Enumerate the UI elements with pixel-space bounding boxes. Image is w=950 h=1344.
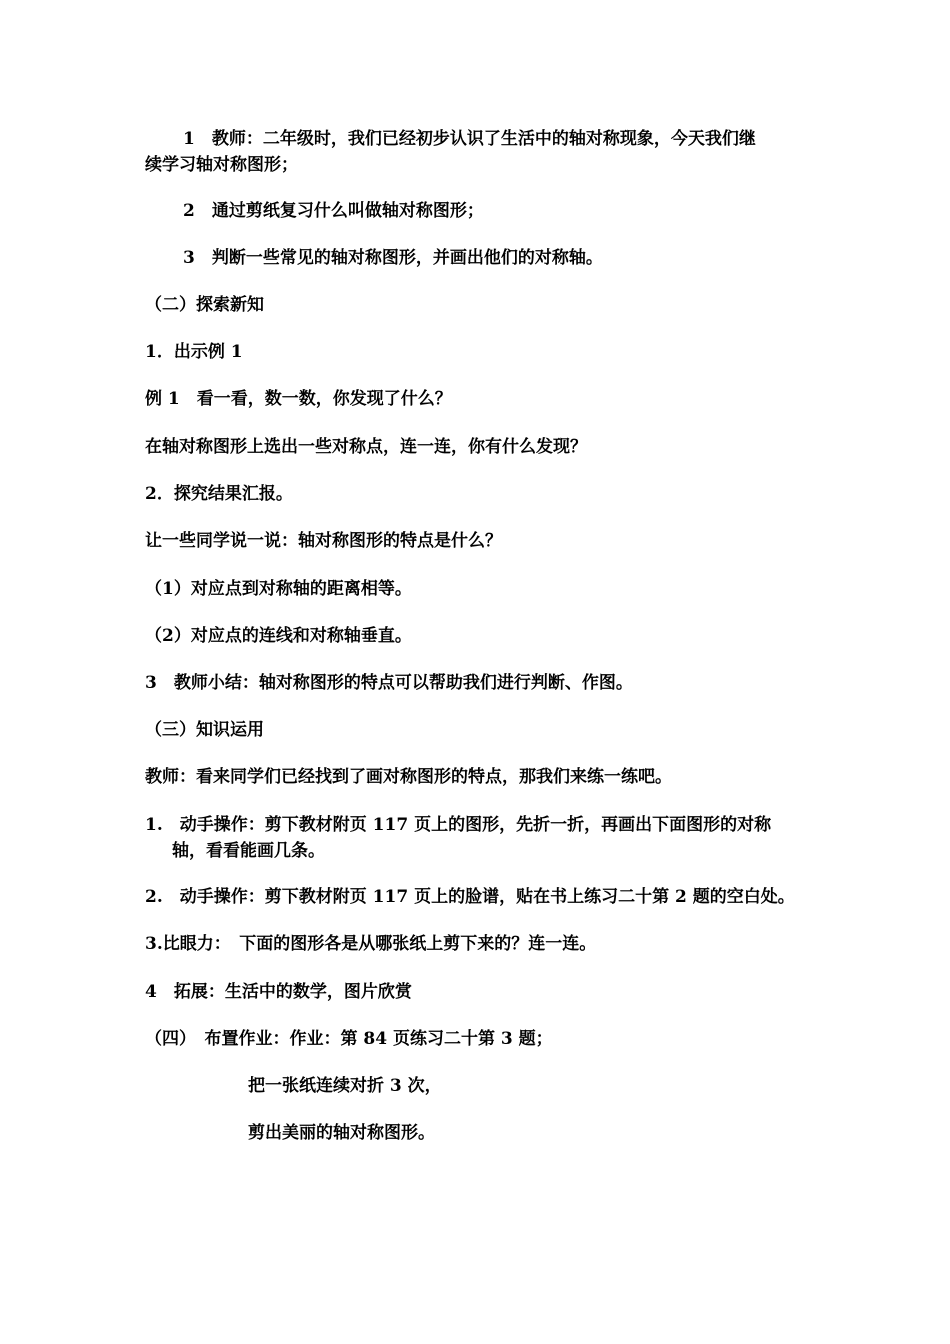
text-line-2: 续学习轴对称图形； <box>145 155 298 175</box>
text-line-16: 1. 动手操作：剪下教材附页 117 页上的图形，先折一折，再画出下面图形的对称 <box>145 815 772 835</box>
text-line-1: 1 教师：二年级时，我们已经初步认识了生活中的轴对称现象，今天我们继 <box>183 129 756 149</box>
text-line-20: 4 拓展：生活中的数学，图片欣赏 <box>145 982 412 1002</box>
text-line-13: 3 教师小结：轴对称图形的特点可以帮助我们进行判断、作图。 <box>145 673 633 693</box>
text-line-4: 3 判断一些常见的轴对称图形，并画出他们的对称轴。 <box>183 248 603 268</box>
text-line-8: 在轴对称图形上选出一些对称点，连一连，你有什么发现？ <box>145 437 587 457</box>
text-line-22: 把一张纸连续对折 3 次， <box>248 1076 442 1096</box>
text-line-15: 教师：看来同学们已经找到了画对称图形的特点，那我们来练一练吧。 <box>145 767 672 787</box>
text-line-19: 3.比眼力： 下面的图形各是从哪张纸上剪下来的？连一连。 <box>145 934 597 954</box>
text-line-6: 1．出示例 1 <box>145 342 243 362</box>
section-heading-3: （三）知识运用 <box>145 720 264 740</box>
text-line-12: （2）对应点的连线和对称轴垂直。 <box>145 626 412 646</box>
text-line-11: （1）对应点到对称轴的距离相等。 <box>145 579 412 599</box>
text-line-3: 2 通过剪纸复习什么叫做轴对称图形； <box>183 201 484 221</box>
text-line-23: 剪出美丽的轴对称图形。 <box>248 1123 435 1143</box>
text-line-7: 例 1 看一看，数一数，你发现了什么？ <box>145 389 452 409</box>
text-line-10: 让一些同学说一说：轴对称图形的特点是什么？ <box>145 531 502 551</box>
text-line-18: 2. 动手操作：剪下教材附页 117 页上的脸谱，贴在书上练习二十第 2 题的空白处。 <box>145 887 795 907</box>
text-line-9: 2．探究结果汇报。 <box>145 484 293 504</box>
text-line-17: 轴，看看能画几条。 <box>172 841 325 861</box>
section-heading-4: （四） 布置作业：作业：第 84 页练习二十第 3 题； <box>145 1029 553 1049</box>
section-heading-2: （二）探索新知 <box>145 295 264 315</box>
